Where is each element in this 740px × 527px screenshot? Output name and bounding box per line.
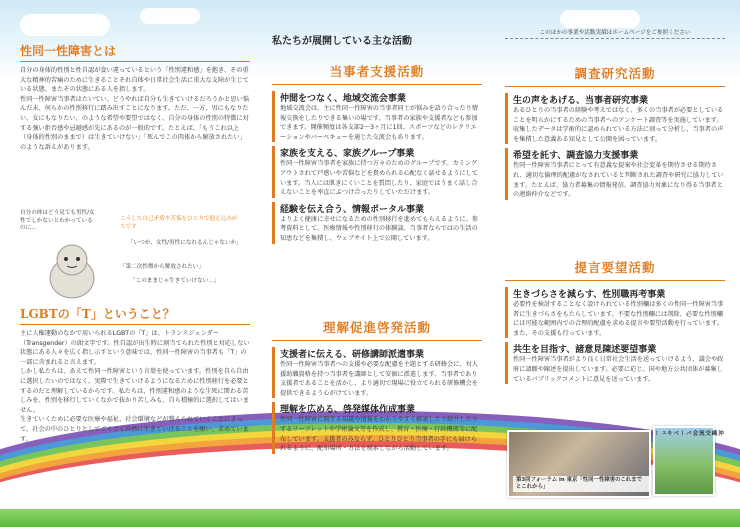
heading-rule (505, 280, 725, 281)
quote-bubble-3: 「このままじゃ生きていけない…」 (130, 278, 220, 284)
survey-text: 性同一性障害当事者にとって有意義な提案や社会変革を期待させる期待され、適切な倫理的配慮がなされていると判断された調査や研究に協力しています。たとえば、協力者募集の情報発信、調査協力対象になり得る当事者との連絡仲介などです。 (513, 162, 724, 199)
okinawa-photo (653, 426, 715, 496)
portal-subheading: 経験を伝え合う、情報ポータル事業 (280, 204, 425, 215)
family-text: 性同一性障害当事者を家族に持つ方々のためのグループです。カミングアウトされて戸惑いや苦悩などを貴められる心配なく話せるようにしています。当人には肌きにくいことを質問したり、家庭ではうまく話し合えないことを率直にぶつけ合ったりしていただけます。 (280, 160, 478, 197)
lgbt-paragraph-2: しかし私たちは、あえて性同一性障害という言葉を使っています。性別を自ら自由に選択したいのではなく、実際で生きていけるようになるために性別移行を必要とするのだと理解しているからです。私たちは、性別違和感のような生死に関わる苦しみを、性別を移行していくなかで抜かり苦しみも、自ら積極的に選択してはいません。 (20, 368, 249, 414)
exchange-subheading: 仲間をつなく、地域交流会事業 (280, 94, 406, 104)
heading-rule (20, 61, 250, 62)
mascot-illustration (42, 238, 102, 300)
heading-rule (272, 340, 482, 341)
exchange-text: 地域交流会は、主に性同一性障害の当事者同士が悩みを語り合ったり情報交換をしたりできる集いの場です。当事者の家族や支援者なども参加できます。開催頻度は各支部2〜3ヶ月に1回、スポーツなどのレクリエーションやバーベキューを通じた交流会もあります。 (280, 105, 478, 141)
quote-bubble-2: 「第二次性徴から解放されたい」 (120, 264, 204, 270)
forum-photo (507, 430, 651, 498)
training-text: 性同一性障害当事者への支援や必要な配慮を主題とする研修会に、対人援助職資格を持つ当事者を講師として安価に派遣します。当事者であり支援者であることを活かし、より適切で現場に役立てられる研修機会を提供できるよう心がけています。 (280, 361, 478, 397)
illustration-area (20, 210, 250, 300)
awareness-heading: 理解促進啓発活動 (322, 320, 431, 335)
law-review-subheading: 生きづらさを減らす、性別職再考事業 (513, 290, 666, 300)
comment-subheading: 共生を目指す、諸意見陳述要望事業 (513, 345, 657, 356)
gid-paragraph-1: 自分の身体的性別と性自認が食い違っているという「性別違和感」を抱き、その重大な精神的苦痛のために生きることそれ自体や日常社会生活に重大な支障が生じている状態、またその状態にある人を指します。 (20, 67, 249, 94)
lgbt-paragraph-3: 生きていくために必要な医療や福祉、社会環境などが整えられていくことによって、社会の中のひとりとしてごくごく自然に生きていけることを願い、求めています。 (20, 416, 249, 443)
lgbt-paragraph-1: 主に人権運動のなかで用いられるLGBTの「T」は、トランスジェンダー（Transgender）の頭文字です。性自認が出生時に割当てられた性別と対応しない状態にある人々を広く指し示すという意味では、性同一性障害の当事者も「T」の一部に含まれると言えます。 (20, 330, 250, 366)
cloud-decoration (20, 14, 110, 36)
illustration-caption-left: 自分の体はどう見ても男性/女性でしかないとわかっているのに… (20, 210, 95, 231)
forum-photo-caption: 第3回フォーラム in 東京「性同一性障害のこれまでとこれから」 (513, 476, 649, 492)
cloud-decoration (560, 10, 640, 28)
materials-subheading: 理解を広める、啓発媒体作成事業 (280, 405, 416, 416)
family-subheading: 家族を支える、家族グループ事業 (280, 149, 415, 160)
gid-heading: 性同一性障害とは (20, 44, 117, 58)
activities-title: 私たちが展開している主な活動 (272, 36, 412, 47)
heading-rule (505, 86, 725, 87)
training-subheading: 支援者に伝える、研修講師派遣事業 (280, 350, 425, 360)
survey-subheading: 希望を託す、調査協力支援事業 (513, 151, 639, 162)
research-sub-text: あるひとりの当事者の経験や考えではなく、多くの当事者が必要としていることを明らかにするための当事者へのアンケート調査等を実施しています。収集したデータは学術的に認められている方法に則って分析し、当事者の声を集積した意義ある知見として公開を図っています。 (513, 107, 724, 143)
support-heading: 当事者支援活動 (329, 64, 425, 79)
heading-rule (20, 324, 250, 325)
okinawa-photo-caption: 沖縄交流会バーベキュー (652, 430, 723, 436)
materials-text: 性同一性障害に関する知識や情報をわかりやすく解説したり紹介したりするリーフレットや学術論文等を作成し、教育・医療・行政機関等に配布しています。支援者のみならず、ひとりひとり当事者の手にも届けられるように、配布場所・方法を模索しながら活動しています。 (280, 416, 478, 453)
grass-decoration (0, 509, 740, 527)
law-review-text: 必要性を検討することなく設けられている性別欄は多くの性同一性障害当事者に生きづらさをもたらしています。不要な性別欄には削除、必要な性別欄には可能な範囲内での合理的配慮を求める提言や要望活動を行っています。また、その支援も行っています。 (513, 301, 724, 337)
cloud-decoration (140, 8, 200, 24)
portal-text: よりよく健康に幸せになるための性別移行を進めてもらえるように、参考資料として、医療情報や性別移行の体験談、当事者ならではの生活の知恵などを集積し、ウェブサイト上で公開しています。 (280, 215, 478, 242)
illustration-caption-right: こうした自己矛盾や苦悩をひとりで抱え込みがちです (120, 216, 238, 230)
heading-rule (272, 84, 482, 85)
lgbt-heading: LGBTの「T」ということ？ (20, 307, 175, 321)
quote-bubble-1: 「いつか、女性/男性になれるんじゃないか」 (128, 240, 242, 246)
website-note: このほかの事業や活動実績はホームページをご参照ください (505, 28, 725, 39)
comment-text: 性同一性障害当事者がより良く日常社会生活を送っていけるよう、議会や政府に請願や陳述を提出しています。必要に応じ、国や地方公共団体が募集しているパブリックコメントに意見を送っています。 (513, 356, 724, 383)
research-sub-subheading: 生の声をあげる、当事者研究事業 (513, 96, 649, 106)
proposal-heading: 提言要望活動 (574, 260, 656, 275)
gid-paragraph-2: 性同一性障害当事者はたいてい、どうやれば自分も生きていけるだろうかと思い悩んだ末、何らかの性別移行に踏み出すことになります。ただ、一方、男にもなりたい、女にもなりたい、のような希望や要望ではなく、自分の身体の性別の特徴に対する強い拒否感や忌避感が先にあるのが一般的です。たとえば、「もうこれ以上（身体的性別のままで）は生きていけない」「死んでこの肉体から解放されたい」のような訴えがあります。 (20, 95, 249, 151)
research-heading: 調査研究活動 (574, 66, 656, 81)
